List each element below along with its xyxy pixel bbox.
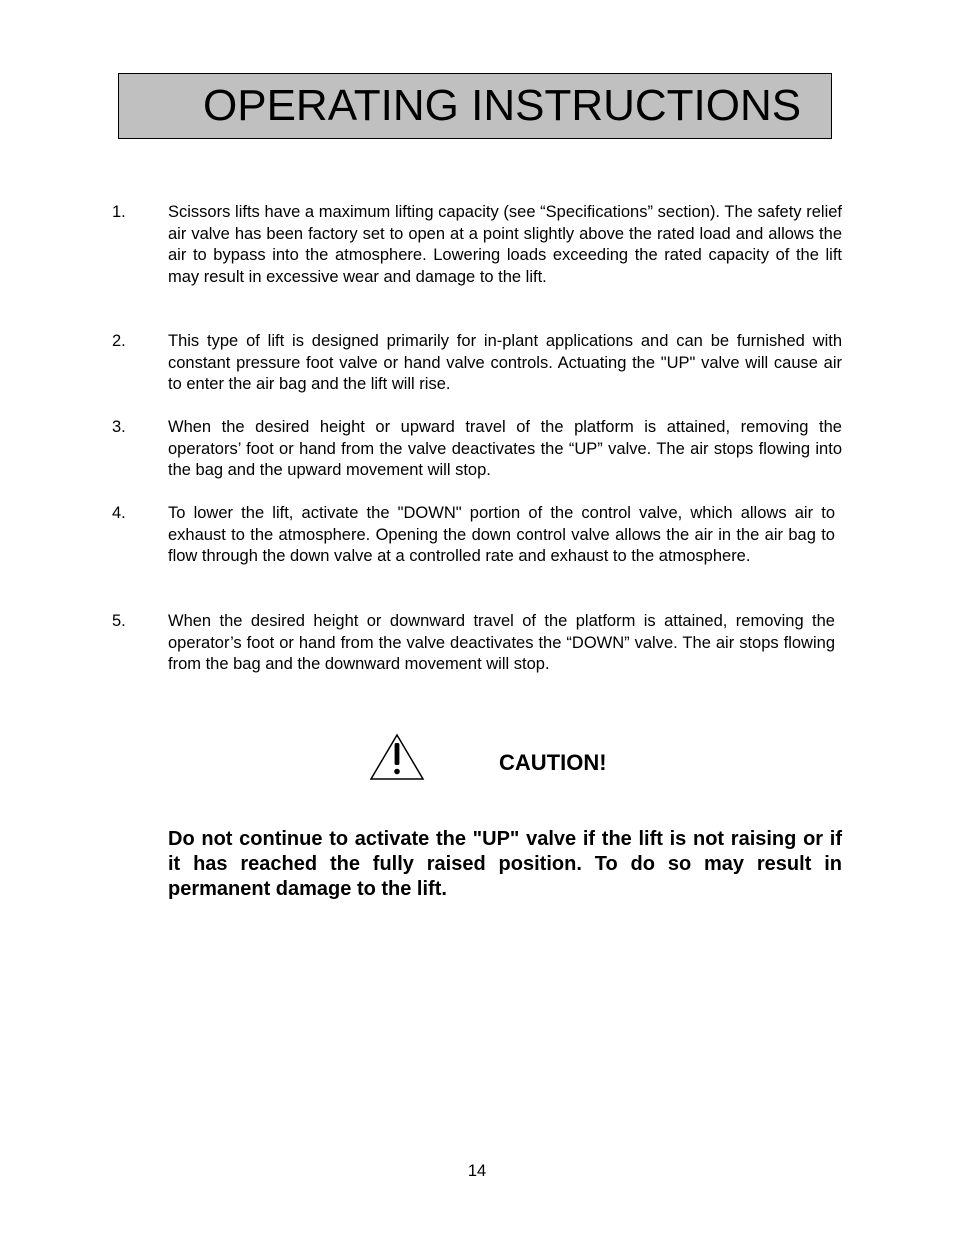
list-item-text: When the desired height or upward travel of the platform is attained, removing the operators’ foot or hand from the valve deactivates the “UP” valve. The air stops flowing into the bag and the upward movement will stop.	[168, 418, 842, 479]
page-title-box	[118, 73, 832, 139]
list-item-number: 4.	[112, 504, 126, 522]
list-item-number: 2.	[112, 332, 126, 350]
warning-triangle-icon	[369, 733, 425, 781]
list-item-number: 5.	[112, 612, 126, 630]
page-number: 14	[467, 1162, 487, 1180]
list-item-text: When the desired height or downward travel of the platform is attained, removing the operator’s foot or hand from the valve deactivates the “DOWN” valve. The air stops flowing from the bag and the downward movement will stop.	[168, 612, 835, 673]
list-item-number: 1.	[112, 203, 126, 221]
caution-heading: CAUTION!	[499, 750, 607, 775]
list-item-text: This type of lift is designed primarily for in-plant applications and can be furnished with constant pressure foot valve or hand valve controls. Actuating the "UP" valve will cause air to enter the air bag and the lift will rise.	[168, 332, 842, 393]
list-item-text: To lower the lift, activate the "DOWN" portion of the control valve, which allows air to exhaust to the atmosphere. Opening the down control valve allows the air in the air bag to flow through the down valve at a controlled rate and exhaust to the atmosphere.	[168, 504, 835, 565]
list-item-text: Scissors lifts have a maximum lifting capacity (see “Specifications” section). The safety relief air valve has been factory set to open at a point slightly above the rated load and allows the air to bypass into the atmosphere. Lowering loads exceeding the rated capacity of the lift may result in excessive wear and damage to the lift.	[168, 203, 842, 286]
list-item-number: 3.	[112, 418, 126, 436]
caution-warning-text: Do not continue to activate the "UP" valve if the lift is not raising or if it has reached the fully raised position. To do so may result in permanent damage to the lift.	[168, 828, 842, 900]
page-title: OPERATING INSTRUCTIONS	[203, 81, 802, 130]
